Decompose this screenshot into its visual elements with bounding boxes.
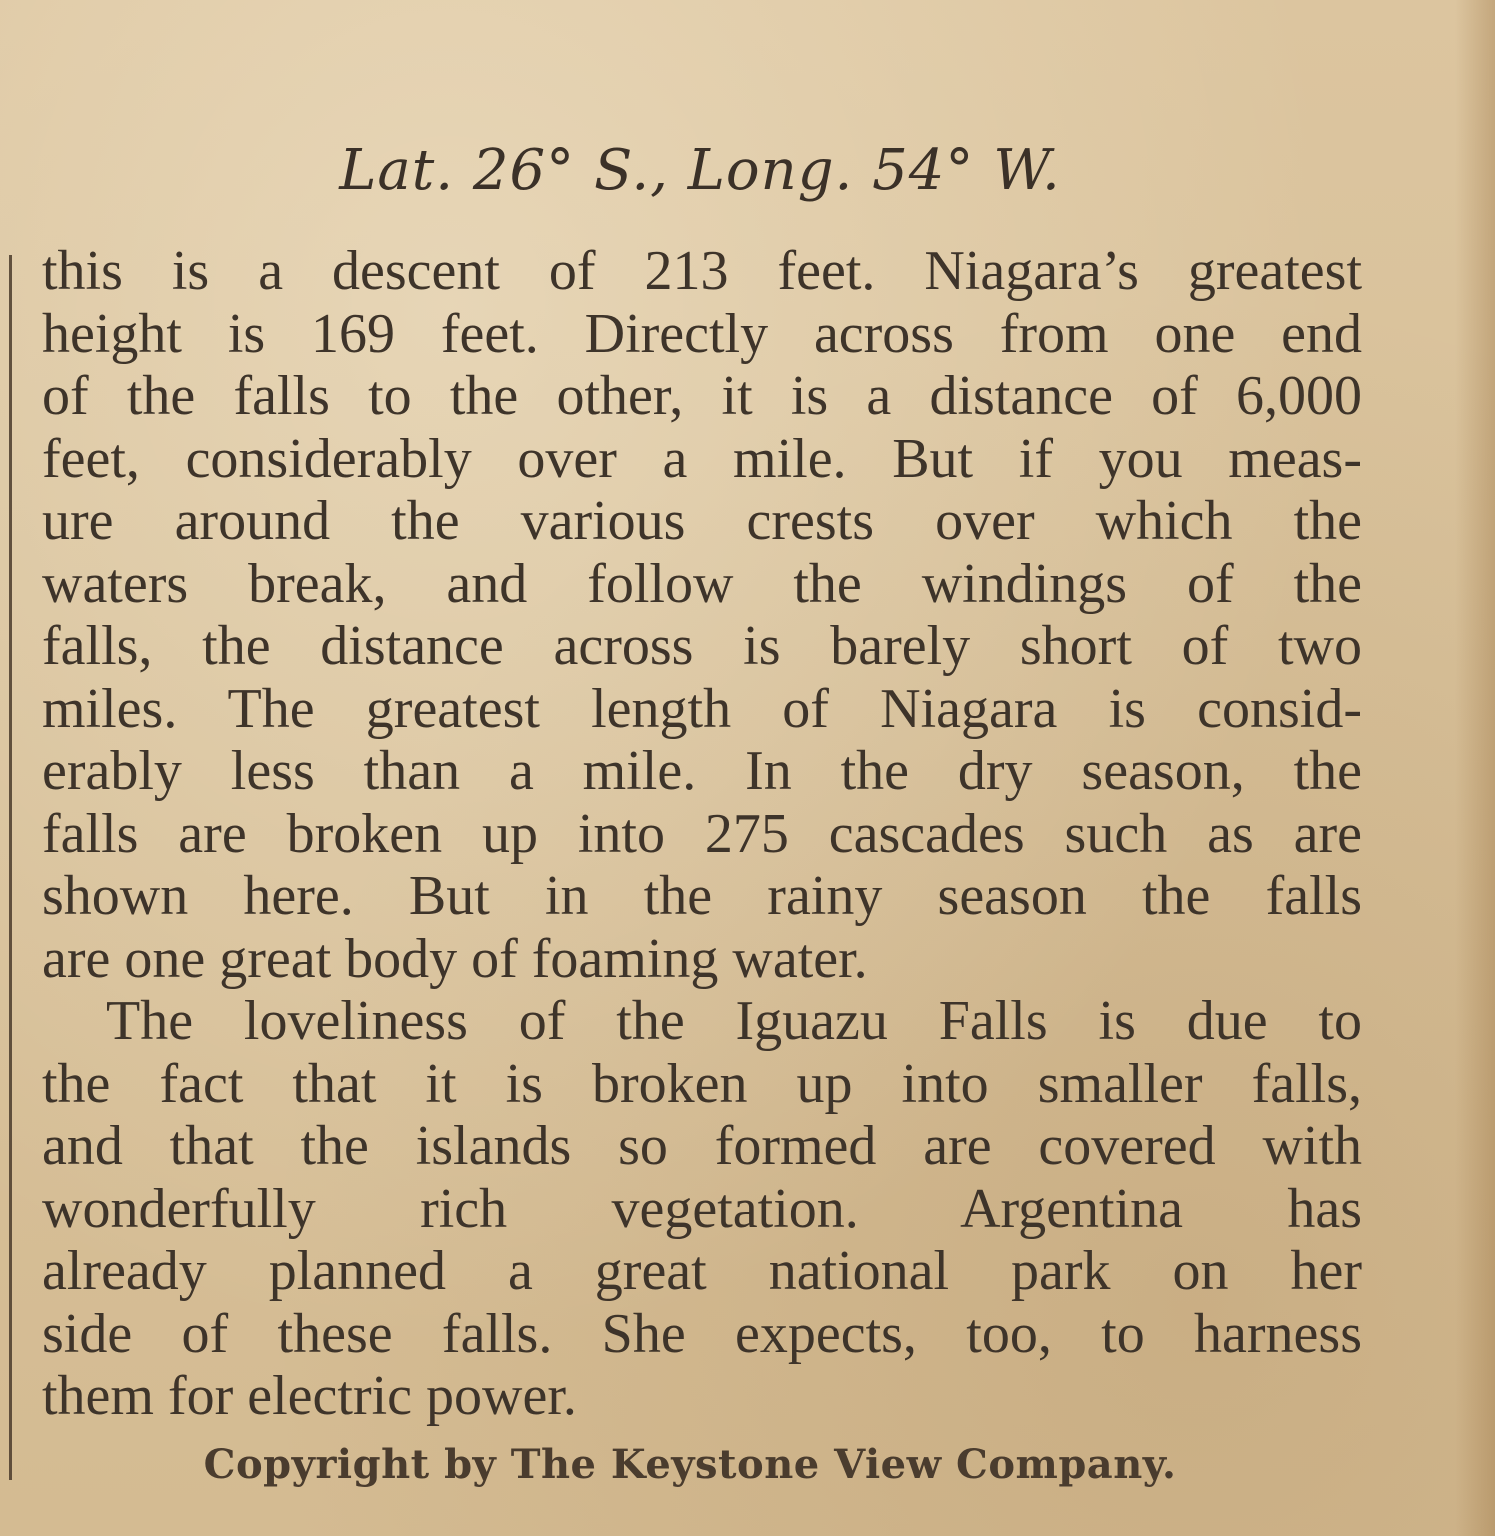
text-line: falls are broken up into 275 cascades such as are bbox=[42, 802, 1362, 865]
copyright-line: Copyright by The Keystone View Company. bbox=[203, 1441, 1177, 1488]
text-line: feet, considerably over a mile. But if you meas- bbox=[42, 427, 1362, 490]
text-line: ure around the various crests over which the bbox=[42, 490, 1362, 552]
text-line: erably less than a mile. In the dry season, the bbox=[42, 740, 1362, 802]
text-line: side of these falls. She expects, too, to harness bbox=[42, 1302, 1362, 1365]
text-line: waters break, and follow the windings of the bbox=[42, 552, 1362, 615]
text-line: them for electric power. bbox=[42, 1365, 577, 1427]
text-line: this is a descent of 213 feet. Niagara’s greatest bbox=[42, 240, 1362, 302]
body-text bbox=[42, 240, 1362, 1428]
paragraph-2 bbox=[42, 990, 1362, 1428]
left-margin-rule bbox=[9, 255, 12, 1480]
text-line: shown here. But in the rainy season the falls bbox=[42, 865, 1362, 927]
text-line: height is 169 feet. Directly across from one end bbox=[42, 302, 1362, 365]
text-line: falls, the distance across is barely short of two bbox=[42, 615, 1362, 677]
text-line: wonderfully rich vegetation. Argentina has bbox=[42, 1177, 1362, 1240]
text-line: already planned a great national park on her bbox=[42, 1240, 1362, 1302]
text-line: of the falls to the other, it is a distance of 6,000 bbox=[42, 365, 1362, 427]
coordinates-heading: Lat. 26° S., Long. 54° W. bbox=[339, 138, 1061, 203]
text-line: and that the islands so formed are covered with bbox=[42, 1115, 1362, 1177]
text-line: miles. The greatest length of Niagara is consid- bbox=[42, 677, 1362, 740]
text-line: The loveliness of the Iguazu Falls is due to bbox=[106, 990, 1362, 1052]
text-line: the fact that it is broken up into smaller falls, bbox=[42, 1052, 1362, 1115]
text-line: are one great body of foaming water. bbox=[42, 927, 868, 990]
paragraph-1 bbox=[42, 240, 1362, 990]
